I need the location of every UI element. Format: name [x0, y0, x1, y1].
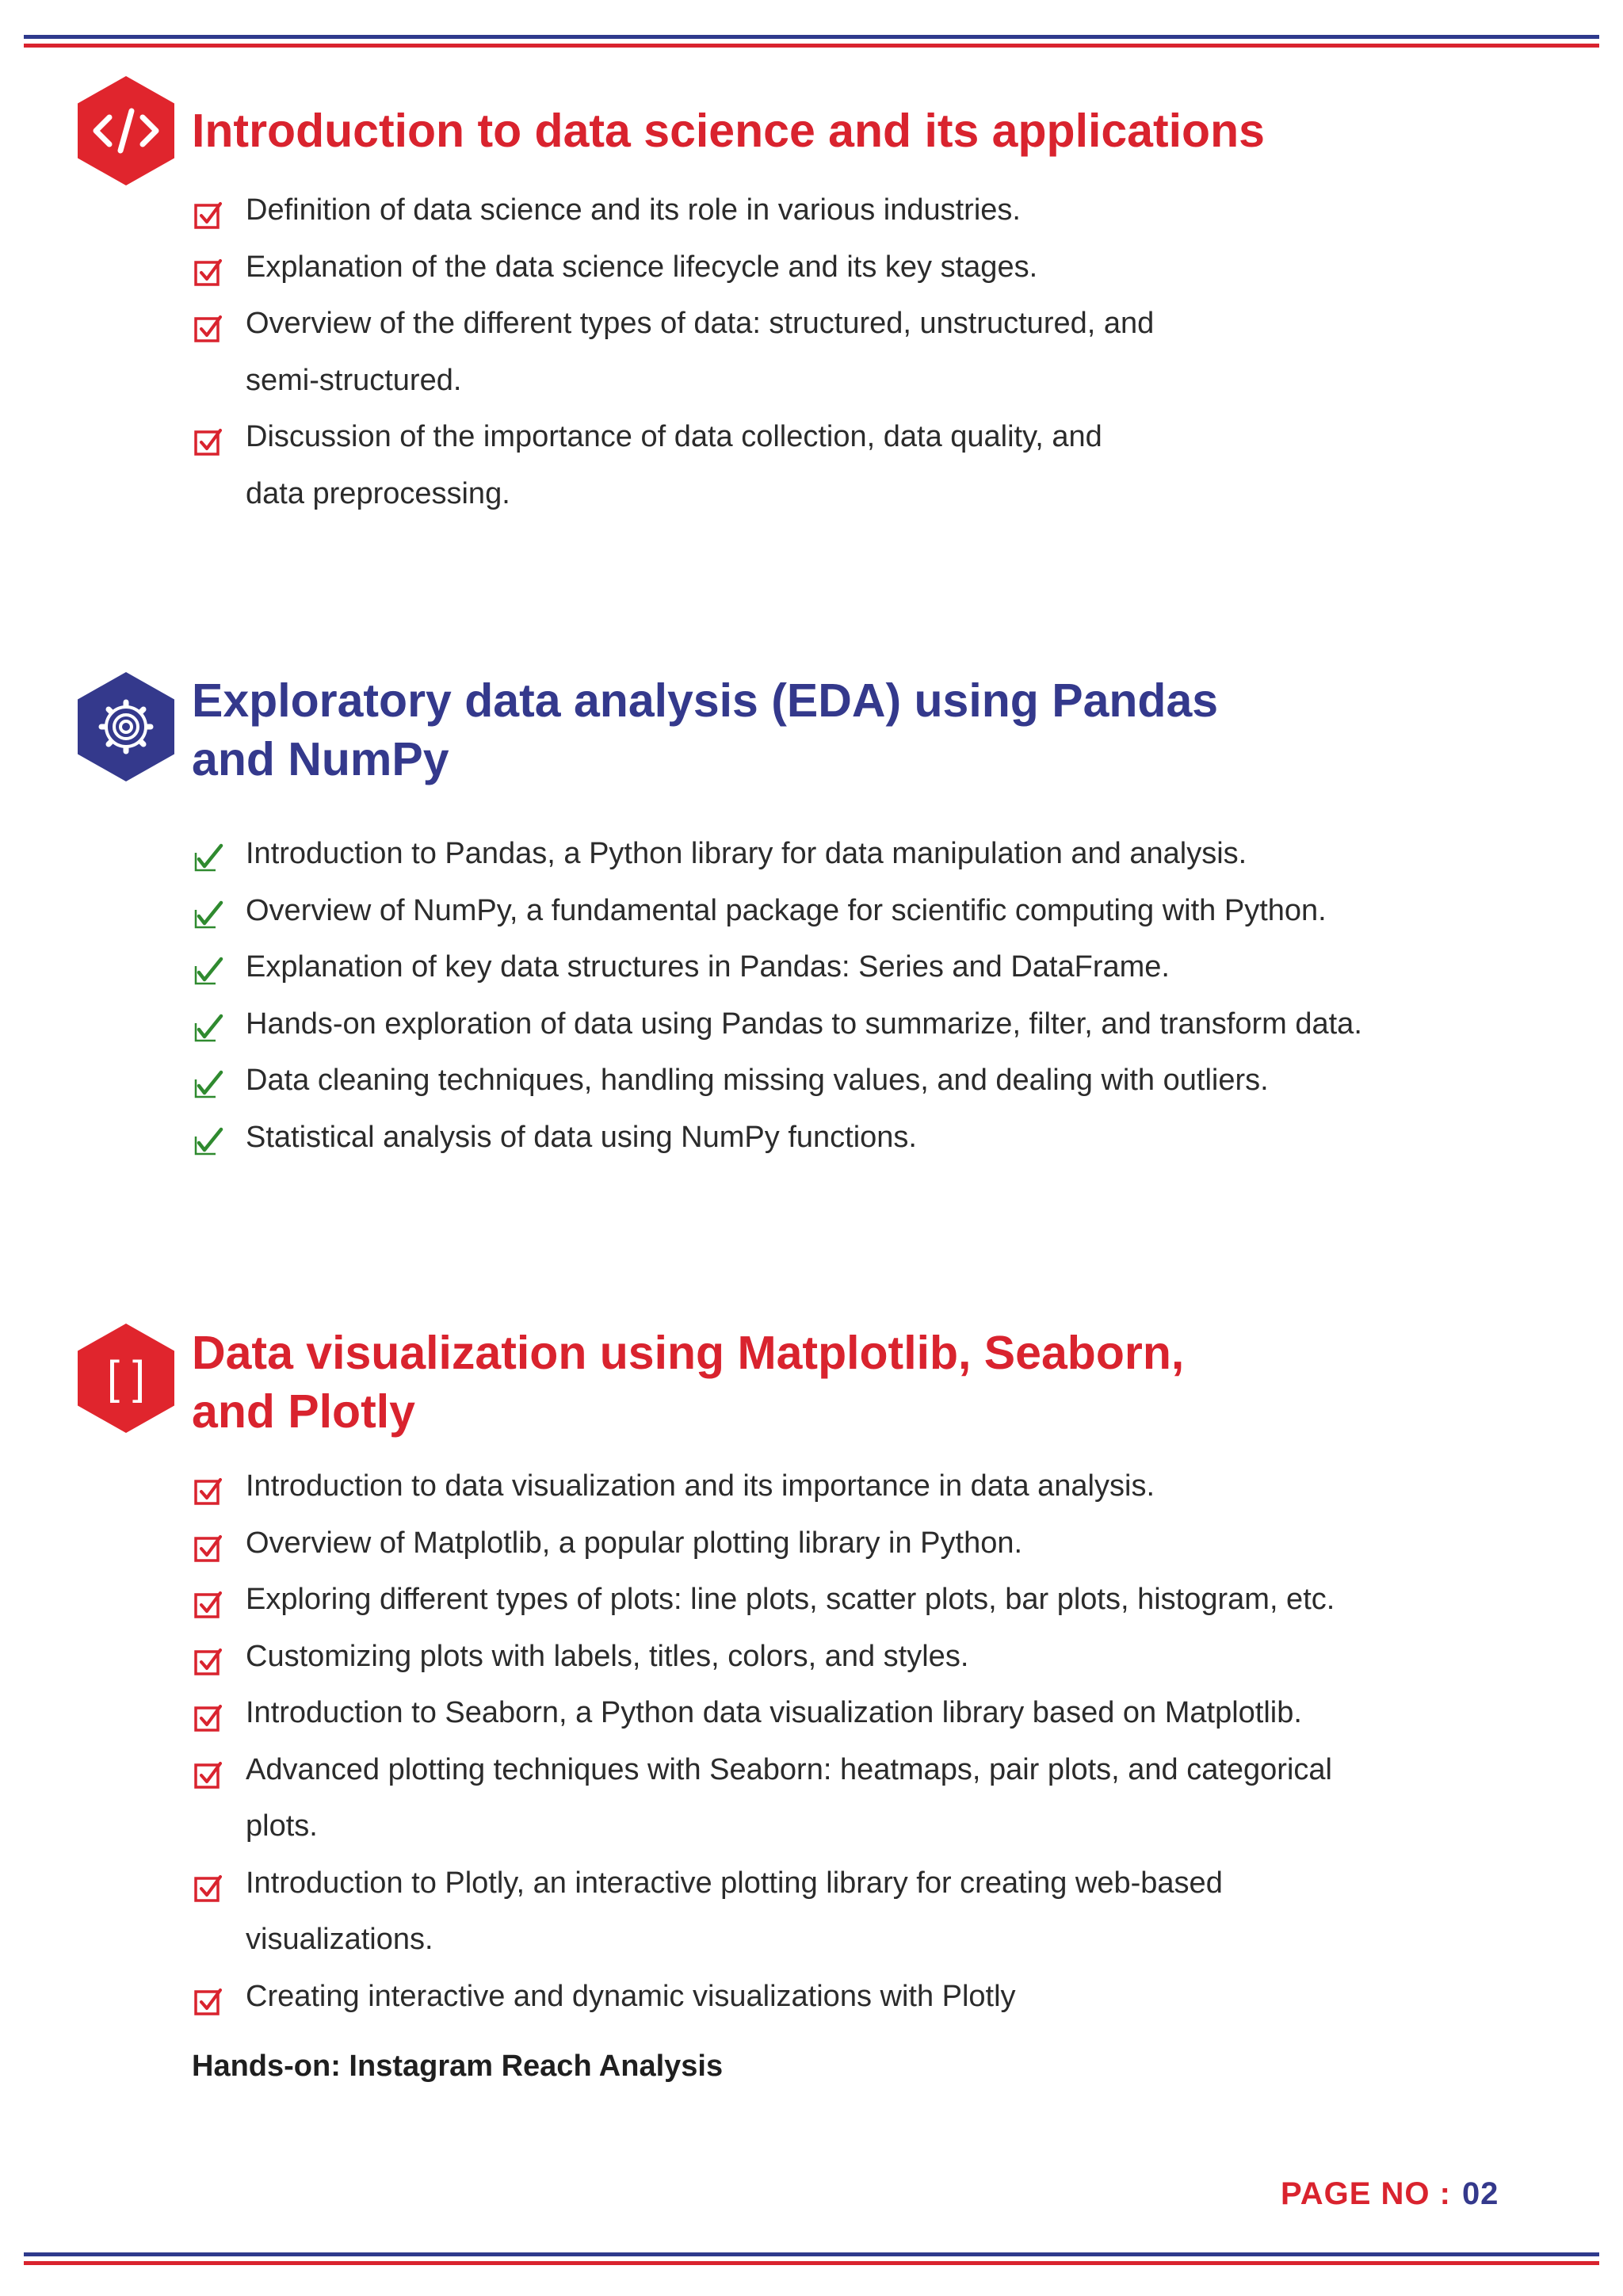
checkbox-checked-icon [193, 1476, 223, 1506]
list-item [0, 1855, 1335, 1969]
list-item [0, 1685, 1335, 1742]
item-text: Introduction to Seaborn, a Python data visualization library based on Matplotlib. [246, 1696, 1302, 1729]
topic-list [0, 1458, 1335, 2025]
item-text: Advanced plotting techniques with Seaborn: heatmaps, pair plots, and categorical [246, 1752, 1332, 1786]
checkbox-checked-icon [193, 426, 223, 457]
list-item [0, 1969, 1335, 2026]
item-text: Creating interactive and dynamic visualizations with Plotly [246, 1979, 1016, 2013]
checkbox-checked-icon [193, 1533, 223, 1563]
list-item [0, 1458, 1335, 1515]
green-checkmark-icon [193, 900, 223, 930]
gear-icon [78, 672, 174, 781]
item-text: Introduction to Plotly, an interactive plotting library for creating web-based [246, 1866, 1223, 1900]
section-title-line1: Data visualization using Matplotlib, Seaborn, [192, 1327, 1185, 1379]
checkbox-checked-icon [193, 1759, 223, 1790]
list-item [0, 1572, 1335, 1629]
item-text: Statistical analysis of data using NumPy functions. [246, 1120, 917, 1154]
item-text: Customizing plots with labels, titles, colors, and styles. [246, 1639, 969, 1673]
list-item [0, 826, 1362, 883]
list-item [0, 939, 1362, 996]
section-title-line2: and NumPy [192, 733, 449, 785]
checkbox-checked-icon [193, 1873, 223, 1903]
top-divider [24, 35, 1599, 48]
item-text: Hands-on exploration of data using Pandas to summarize, filter, and transform data. [246, 1007, 1362, 1041]
green-checkmark-icon [193, 1127, 223, 1157]
item-text: Data cleaning techniques, handling missing values, and dealing with outliers. [246, 1064, 1269, 1097]
list-item [0, 1110, 1362, 1167]
item-text: Exploring different types of plots: line plots, scatter plots, bar plots, histogram, etc. [246, 1583, 1335, 1616]
item-text: Overview of Matplotlib, a popular plotting library in Python. [246, 1526, 1023, 1560]
list-item [0, 409, 1154, 522]
brackets-icon [78, 1324, 174, 1433]
hands-on-label: Hands-on: Instagram Reach Analysis [192, 2050, 724, 2083]
item-text-continued: semi-structured. [246, 363, 462, 397]
page-number [1281, 2176, 1499, 2212]
item-text-continued: plots. [246, 1809, 318, 1843]
topic-list [0, 182, 1154, 522]
page-number-label: PAGE NO : [1281, 2176, 1451, 2211]
item-text: Overview of the different types of data: structured, unstructured, and [246, 307, 1155, 340]
list-item [0, 296, 1154, 409]
green-checkmark-icon [193, 1014, 223, 1044]
bottom-divider [24, 2252, 1599, 2265]
list-item [0, 239, 1154, 296]
item-text: Definition of data science and its role in various industries. [246, 193, 1021, 227]
list-item [0, 1629, 1335, 1686]
item-text: Overview of NumPy, a fundamental package for scientific computing with Python. [246, 893, 1327, 927]
section-title-line2: and Plotly [192, 1385, 415, 1438]
list-item [0, 996, 1362, 1053]
green-checkmark-icon [193, 1070, 223, 1100]
section-title: Introduction to data science and its applications [192, 105, 1265, 157]
green-checkmark-icon [193, 957, 223, 987]
checkbox-checked-icon [193, 257, 223, 287]
section-title [192, 1324, 1184, 1441]
item-text: Introduction to Pandas, a Python library for data manipulation and analysis. [246, 837, 1247, 870]
list-item [0, 1742, 1335, 1855]
checkbox-checked-icon [193, 200, 223, 230]
section-title [192, 671, 1218, 789]
list-item [0, 883, 1362, 940]
section-title-line1: Exploratory data analysis (EDA) using Pandas [192, 674, 1219, 727]
code-icon [78, 76, 174, 185]
item-text: Discussion of the importance of data collection, data quality, and [246, 420, 1102, 453]
item-text-continued: data preprocessing. [246, 476, 510, 510]
checkbox-checked-icon [193, 1702, 223, 1733]
item-text: Introduction to data visualization and its importance in data analysis. [246, 1469, 1155, 1503]
checkbox-checked-icon [193, 1986, 223, 2016]
item-text: Explanation of key data structures in Pandas: Series and DataFrame. [246, 950, 1170, 984]
list-item [0, 1052, 1362, 1110]
topic-list [0, 826, 1362, 1166]
item-text: Explanation of the data science lifecycle and its key stages. [246, 250, 1038, 284]
brackets-glyph: [ ] [106, 1352, 146, 1404]
green-checkmark-icon [193, 843, 223, 873]
item-text-continued: visualizations. [246, 1923, 433, 1956]
list-item [0, 1515, 1335, 1572]
page-number-value: 02 [1461, 2176, 1499, 2211]
checkbox-checked-icon [193, 1646, 223, 1676]
list-item [0, 182, 1154, 239]
checkbox-checked-icon [193, 313, 223, 343]
checkbox-checked-icon [193, 1589, 223, 1619]
